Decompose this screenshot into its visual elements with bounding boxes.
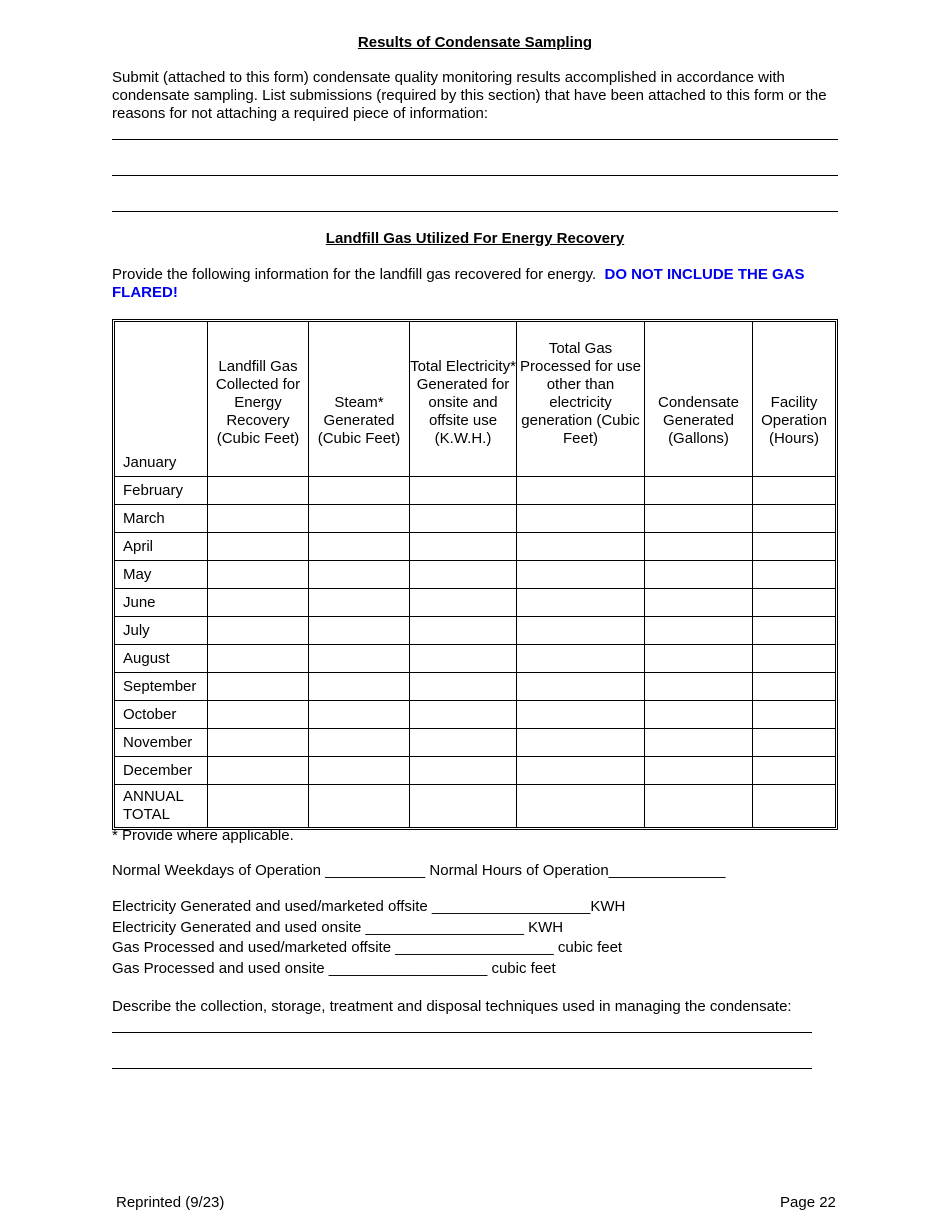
- row-label: January: [115, 449, 208, 477]
- entry-cell[interactable]: [517, 533, 645, 561]
- table-row: [115, 533, 835, 561]
- header-electricity: Total Electricity* Generated for onsite and offsite use (K.W.H.): [410, 322, 517, 449]
- entry-cell[interactable]: [517, 505, 645, 533]
- entry-cell[interactable]: [208, 673, 309, 701]
- table-row: [115, 477, 835, 505]
- entry-cell[interactable]: [410, 533, 517, 561]
- energy-intro: [112, 266, 842, 302]
- energy-warning: DO NOT INCLUDE THE GAS FLARED!: [112, 266, 805, 301]
- entry-cell[interactable]: [208, 533, 309, 561]
- row-label: November: [115, 729, 208, 757]
- entry-cell[interactable]: [309, 757, 410, 785]
- entry-cell[interactable]: [309, 533, 410, 561]
- energy-intro-text: Provide the following information for the landfill gas recovered for energy.: [112, 266, 597, 283]
- row-label: September: [115, 673, 208, 701]
- table-row: [115, 645, 835, 673]
- entry-cell[interactable]: [410, 505, 517, 533]
- entry-cell[interactable]: [410, 561, 517, 589]
- entry-cell[interactable]: [753, 617, 835, 645]
- entry-cell[interactable]: [645, 477, 753, 505]
- header-gas-collected: Landfill Gas Collected for Energy Recovery (Cubic Feet): [208, 322, 309, 449]
- entry-cell[interactable]: [753, 533, 835, 561]
- table-row: [115, 589, 835, 617]
- entry-cell[interactable]: [517, 561, 645, 589]
- entry-cell[interactable]: [753, 477, 835, 505]
- condensate-instructions: Submit (attached to this form) condensate quality monitoring results accomplished in accordance with condensate sampling. List submissions (required by this section) that have been attached to this form or the reasons for not attaching a required piece of information:: [112, 69, 827, 122]
- row-label: February: [115, 477, 208, 505]
- header-steam: Steam* Generated (Cubic Feet): [309, 322, 410, 449]
- entry-cell[interactable]: [309, 449, 410, 477]
- summary-electricity-offsite[interactable]: Electricity Generated and used/marketed offsite ___________________KWH: [112, 898, 626, 915]
- entry-cell[interactable]: [753, 673, 835, 701]
- entry-cell[interactable]: [753, 449, 835, 477]
- row-label: July: [115, 617, 208, 645]
- table-row: [115, 673, 835, 701]
- row-label: March: [115, 505, 208, 533]
- energy-recovery-table: [112, 319, 838, 830]
- entry-cell[interactable]: [645, 561, 753, 589]
- table-header-row: [115, 322, 835, 449]
- row-label: April: [115, 533, 208, 561]
- row-label: December: [115, 757, 208, 785]
- entry-cell[interactable]: [410, 449, 517, 477]
- entry-cell[interactable]: [753, 589, 835, 617]
- entry-cell[interactable]: [208, 785, 309, 827]
- entry-cell[interactable]: [645, 673, 753, 701]
- entry-cell[interactable]: [517, 701, 645, 729]
- entry-cell[interactable]: [309, 561, 410, 589]
- summary-gas-offsite[interactable]: Gas Processed and used/marketed offsite ___________________ cubic feet: [112, 939, 623, 956]
- footer-page-number: Page 22: [780, 1194, 836, 1211]
- entry-cell[interactable]: [309, 589, 410, 617]
- describe-line-1[interactable]: [112, 1032, 812, 1033]
- describe-prompt: Describe the collection, storage, treatment and disposal techniques used in managing the condensate:: [112, 998, 792, 1015]
- summary-electricity-onsite[interactable]: Electricity Generated and used onsite ___________________ KWH: [112, 919, 564, 936]
- header-month: [115, 322, 208, 449]
- entry-cell[interactable]: [309, 673, 410, 701]
- condensate-title: Results of Condensate Sampling: [357, 34, 593, 51]
- entry-cell[interactable]: [753, 729, 835, 757]
- energy-title: Landfill Gas Utilized For Energy Recovery: [325, 230, 625, 247]
- header-gas-processed: Total Gas Processed for use other than electricity generation (Cubic Feet): [517, 322, 645, 449]
- entry-cell[interactable]: [208, 757, 309, 785]
- entry-cell[interactable]: [410, 477, 517, 505]
- entry-cell[interactable]: [309, 645, 410, 673]
- entry-cell[interactable]: [753, 505, 835, 533]
- entry-cell[interactable]: [645, 505, 753, 533]
- entry-cell[interactable]: [309, 729, 410, 757]
- table-row: [115, 757, 835, 785]
- row-label: May: [115, 561, 208, 589]
- entry-cell[interactable]: [645, 785, 753, 827]
- entry-cell[interactable]: [208, 729, 309, 757]
- operation-line[interactable]: Normal Weekdays of Operation ____________ Normal Hours of Operation______________: [112, 862, 726, 879]
- entry-cell[interactable]: [410, 645, 517, 673]
- entry-cell[interactable]: [208, 477, 309, 505]
- entry-cell[interactable]: [753, 645, 835, 673]
- entry-cell[interactable]: [410, 589, 517, 617]
- table-row: [115, 701, 835, 729]
- entry-cell[interactable]: [410, 729, 517, 757]
- entry-cell[interactable]: [645, 645, 753, 673]
- entry-cell[interactable]: [208, 589, 309, 617]
- entry-cell[interactable]: [410, 757, 517, 785]
- entry-cell[interactable]: [309, 785, 410, 827]
- entry-cell[interactable]: [645, 617, 753, 645]
- entry-cell[interactable]: [309, 701, 410, 729]
- entry-cell[interactable]: [208, 645, 309, 673]
- entry-cell[interactable]: [753, 701, 835, 729]
- row-label: June: [115, 589, 208, 617]
- entry-cell[interactable]: [753, 785, 835, 827]
- header-operation-hours: Facility Operation (Hours): [761, 394, 827, 447]
- entry-cell[interactable]: [517, 785, 645, 827]
- table-row: [115, 449, 835, 477]
- entry-cell[interactable]: [753, 561, 835, 589]
- entry-cell[interactable]: [309, 505, 410, 533]
- answer-line-1[interactable]: [112, 139, 838, 140]
- table-row: [115, 561, 835, 589]
- answer-line-3[interactable]: [112, 211, 838, 212]
- header-condensate: Condensate Generated (Gallons): [645, 322, 753, 449]
- entry-cell[interactable]: [753, 757, 835, 785]
- entry-cell[interactable]: [645, 757, 753, 785]
- table-row: [115, 505, 835, 533]
- entry-cell[interactable]: [208, 617, 309, 645]
- entry-cell[interactable]: [517, 757, 645, 785]
- entry-cell[interactable]: [645, 729, 753, 757]
- entry-cell[interactable]: [645, 533, 753, 561]
- entry-cell[interactable]: [208, 505, 309, 533]
- table-row-total: [115, 785, 835, 827]
- entry-cell[interactable]: [645, 449, 753, 477]
- entry-cell[interactable]: [410, 673, 517, 701]
- entry-cell[interactable]: [208, 449, 309, 477]
- summary-gas-onsite[interactable]: Gas Processed and used onsite ___________________ cubic feet: [112, 960, 556, 977]
- entry-cell[interactable]: [517, 729, 645, 757]
- footer-reprinted: Reprinted (9/23): [116, 1194, 225, 1211]
- entry-cell[interactable]: [645, 701, 753, 729]
- entry-cell[interactable]: [517, 645, 645, 673]
- entry-cell[interactable]: [517, 673, 645, 701]
- row-label: ANNUAL TOTAL: [115, 785, 208, 827]
- entry-cell[interactable]: [309, 617, 410, 645]
- row-label: October: [115, 701, 208, 729]
- entry-cell[interactable]: [645, 589, 753, 617]
- entry-cell[interactable]: [410, 701, 517, 729]
- answer-line-2[interactable]: [112, 175, 838, 176]
- entry-cell[interactable]: [517, 477, 645, 505]
- entry-cell[interactable]: [517, 617, 645, 645]
- describe-line-2[interactable]: [112, 1068, 812, 1069]
- entry-cell[interactable]: [208, 561, 309, 589]
- entry-cell[interactable]: [309, 477, 410, 505]
- table-row: [115, 729, 835, 757]
- entry-cell[interactable]: [517, 589, 645, 617]
- entry-cell[interactable]: [410, 617, 517, 645]
- entry-cell[interactable]: [517, 449, 645, 477]
- table-row: [115, 617, 835, 645]
- entry-cell[interactable]: [208, 701, 309, 729]
- footnote: * Provide where applicable.: [112, 827, 294, 844]
- row-label: August: [115, 645, 208, 673]
- entry-cell[interactable]: [410, 785, 517, 827]
